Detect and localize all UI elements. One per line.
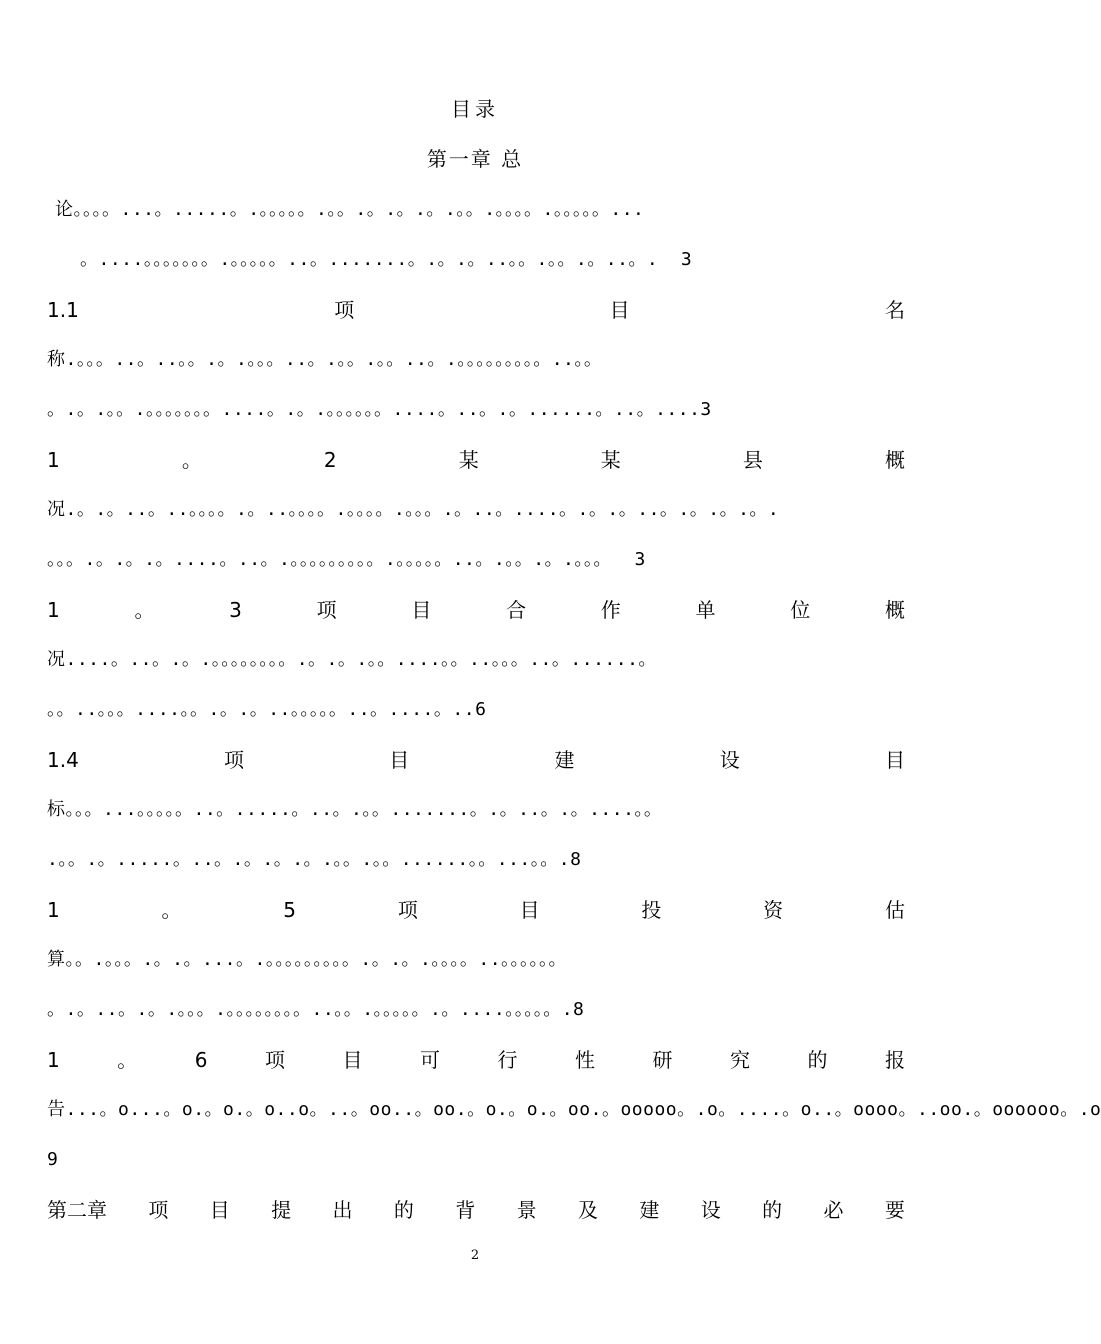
toc-leader-line: 论。。。。...。.....。.。。。。。.。。.。.。.。.。。.。。。。.。。。。。... <box>55 199 645 220</box>
toc-leader-line: 标。。。...。。。。。..。.....。..。.。。.......。.。..。.。....。。 <box>47 799 663 820</box>
toc-leader-line: 况.。.。..。..。。。。.。..。。。。.。。。。.。。。.。..。....。.。.。..。.。.。.。. <box>47 499 780 520</box>
toc-entry-word: 项 <box>224 748 245 772</box>
toc-leader-line: .。。.。.....。..。.。.。.。.。。.。。......。。...。。.8 <box>47 849 582 870</box>
toc-entry-word: 背 <box>455 1198 476 1222</box>
toc-entry-word: 投 <box>641 898 662 922</box>
toc-entry-heading <box>47 890 905 930</box>
toc-entry-word: 作 <box>600 598 621 622</box>
toc-leader-line: 况....。..。.。.。。。。。。。。.。.。.。。....。。..。。。..。......。 <box>47 649 657 670</box>
toc-entry-word: 目 <box>389 748 410 772</box>
toc-entry-word: 究 <box>729 1048 750 1072</box>
toc-leader-line: 。....。。。。。。。.。。。。。..。.......。.。.。..。。.。。.。..。. 3 <box>80 249 693 270</box>
toc-entry-word: 县 <box>742 448 763 472</box>
toc-entry-heading <box>47 590 905 630</box>
toc-entry-word: 性 <box>574 1048 595 1072</box>
toc-entry-word: 及 <box>578 1198 598 1222</box>
toc-entry-word: 2 <box>323 448 337 472</box>
toc-leader-line: 。.。.。。.。。。。。。。....。.。.。。。。。。....。..。.。......。..。....3 <box>47 399 712 420</box>
toc-leader-line: 。。。.。.。.。....。..。.。。。。。。。。。.。。。。。..。.。。.。.。。。 3 <box>47 549 646 570</box>
toc-entry-word: 1 <box>47 1048 60 1072</box>
toc-entry-word: 的 <box>807 1048 828 1072</box>
toc-entry-word: 要 <box>884 1198 905 1222</box>
toc-entry-word: 目 <box>884 748 905 772</box>
toc-entry-heading <box>47 440 905 480</box>
toc-entry-word: 必 <box>823 1198 844 1222</box>
toc-entry-word: 可 <box>419 1048 440 1072</box>
toc-entry-word: 项 <box>148 1198 169 1222</box>
toc-entry-word: 提 <box>271 1198 292 1222</box>
toc-entry-heading <box>47 290 905 330</box>
toc-entry-word: 设 <box>719 748 740 772</box>
toc-entry-word: 目 <box>411 598 432 622</box>
toc-entry-word: 3 <box>229 598 242 622</box>
toc-entry-word: 目 <box>519 898 540 922</box>
toc-title: 目录 <box>451 97 499 121</box>
toc-entry-word: 行 <box>497 1048 518 1072</box>
toc-entry-word: 资 <box>763 898 784 922</box>
toc-entry-word: 1 <box>47 448 60 472</box>
toc-entry-word: 。 <box>181 448 202 472</box>
toc-leader-line: 。.。..。.。.。。。.。。。。。。。。..。。.。。。。。.。....。。。。。.8 <box>47 999 585 1020</box>
toc-entry-word: 位 <box>790 598 811 622</box>
page-number: 2 <box>470 1248 480 1263</box>
toc-entry-word: 单 <box>695 598 716 622</box>
toc-entry-word: 。 <box>161 898 182 922</box>
toc-leader-line: 告...。o...。o.。o.。o..o。..。oo..。oo.。o.。o.。oo.。ooooo。.o。....。o..。oooo。..oo.。oooooo。.o <box>47 1099 1101 1120</box>
toc-entry-word: 6 <box>194 1048 208 1072</box>
toc-entry-word: 出 <box>332 1198 353 1222</box>
toc-entry-word: 目 <box>342 1048 363 1072</box>
toc-entry-word: 估 <box>884 898 905 922</box>
toc-entry-word: 。 <box>117 1048 138 1072</box>
toc-entry-word: 项 <box>334 298 355 322</box>
toc-entry-word: 某 <box>458 448 479 472</box>
toc-entry-word: 1.1 <box>47 298 79 322</box>
toc-entry-word: 合 <box>506 598 527 622</box>
toc-leader-line: 算。。.。。。.。.。...。.。。。。。。。。。.。.。.。。。。..。。。。。。 <box>47 949 568 970</box>
toc-entry-word: 建 <box>554 748 575 772</box>
toc-entry-word: 研 <box>652 1048 673 1072</box>
toc-entry-word: 概 <box>884 598 905 622</box>
toc-leader-line: 9 <box>47 1149 59 1170</box>
toc-entry-word: 项 <box>264 1048 285 1072</box>
toc-entry-word: 的 <box>762 1198 783 1222</box>
toc-entry-word: 某 <box>600 448 621 472</box>
toc-leader-line: 称.。。。..。..。。.。.。。。..。.。。.。。..。.。。。。。。。。。..。。 <box>47 349 603 370</box>
toc-entry-word: 第二章 <box>47 1198 107 1222</box>
toc-entry-word: 目 <box>609 298 630 322</box>
toc-entry-word: 景 <box>516 1198 537 1222</box>
toc-entry-word: 目 <box>209 1198 230 1222</box>
toc-entry-word: 的 <box>393 1198 414 1222</box>
toc-entry-word: 报 <box>884 1048 905 1072</box>
toc-entry-word: 项 <box>397 898 418 922</box>
chapter-1-heading: 第一章 总 <box>426 147 524 171</box>
toc-entry-heading <box>47 1190 905 1230</box>
toc-entry-heading <box>47 740 905 780</box>
toc-entry-word: 1 <box>47 898 60 922</box>
toc-entry-word: 设 <box>700 1198 721 1222</box>
toc-entry-word: 建 <box>639 1198 660 1222</box>
toc-entry-word: 。 <box>134 598 155 622</box>
toc-entry-word: 1.4 <box>47 748 79 772</box>
toc-entry-word: 项 <box>316 598 337 622</box>
toc-entry-heading <box>47 1040 905 1080</box>
toc-entry-word: 5 <box>283 898 297 922</box>
toc-entry-word: 概 <box>884 448 905 472</box>
toc-entry-word: 名 <box>884 298 905 322</box>
toc-leader-line: 。。..。。。....。。.。.。..。。。。。..。....。..6 <box>47 699 487 720</box>
toc-entry-word: 1 <box>47 598 60 622</box>
